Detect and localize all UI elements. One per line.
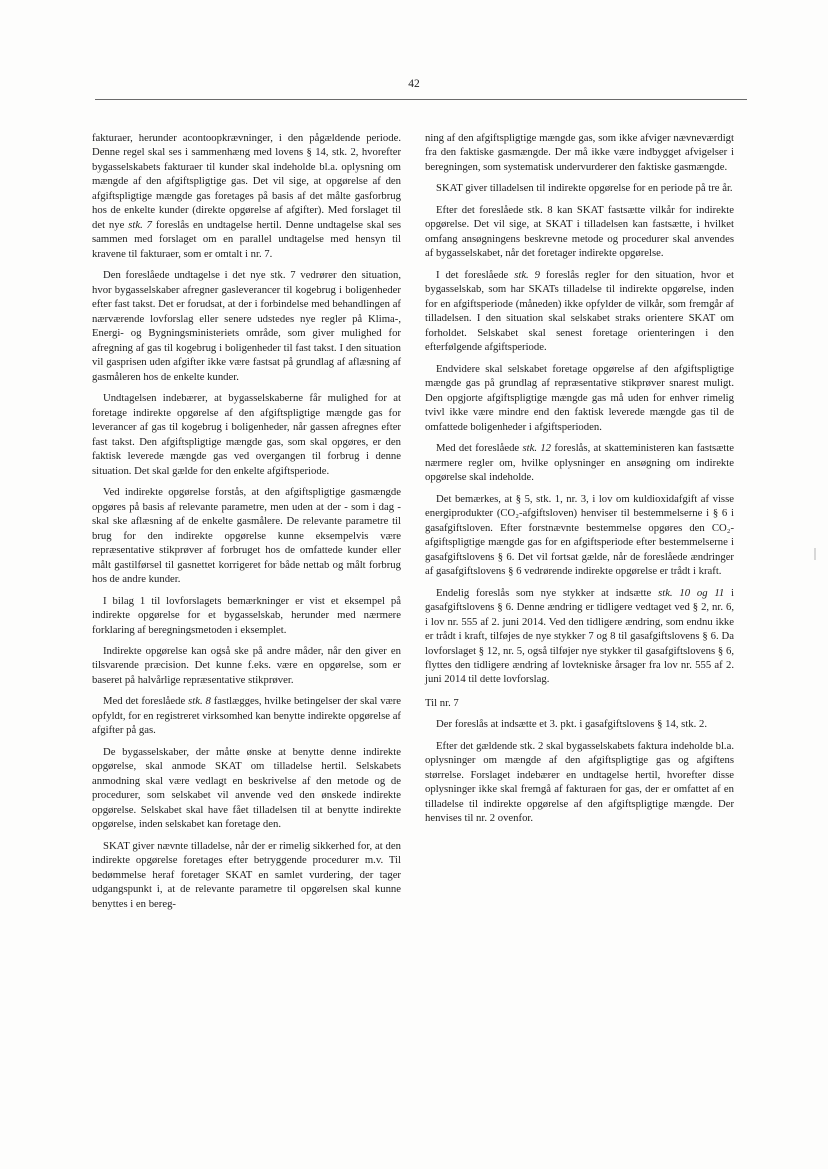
paragraph: Ved indirekte opgørelse forstås, at den afgiftspligtige gasmængde opgøres på basis af relevante parametre, men uden at der - som i dag - skal ske aflæsning af de enkelte gasmålere. De relevante parametre til brug for den indirekte opgørelse kunne eksempelvis være repræsentative stikprøver af forbruget hos de omfattede kunder eller målt gastilførsel til gasnettet korrigeret for både nettab og målt forbrug hos de andre kunder.	[92, 486, 401, 586]
left-column	[92, 131, 401, 918]
paragraph: Med det foreslåede stk. 8 fastlægges, hvilke betingelser der skal være opfyldt, for en registreret virksomhed kan benytte indirekte opgørelse af afgifter på gas.	[92, 695, 402, 737]
paragraph: I bilag 1 til lovforslagets bemærkninger er vist et eksempel på indirekte opgørelse for et bygasselskab, herunder med nærmere forklaring af beregningsmetoden i eksemplet.	[92, 594, 401, 636]
paragraph: Den foreslåede undtagelse i det nye stk. 7 vedrører den situation, hvor bygasselskaber afregner gasleverancer til kogebrug i boligenheder efter fast takst. Det er forudsat, at der i forbindelse med behandlingen af nærværende lovforslag eller senere udstedes nye regler på Klima-, Energi- og Bygningsministeriets område, som giver mulighed for afregning af gas til kogebrug i boligenheder til fast takst. I den situation vil gasprisen uden afgifter ikke være fastsat på grundlag af aflæsning af gasmåleren hos de enkelte kunder.	[92, 269, 401, 383]
page-number: 42	[408, 78, 420, 90]
paragraph: Indirekte opgørelse kan også ske på andre måder, når den giver en tilsvarende præcision. Det kunne f.eks. være en opgørelse, som er baseret på halvårlige repræsentative stikprøver.	[92, 644, 401, 686]
paragraph: ning af den afgiftspligtige mængde gas, som ikke afviger nævneværdigt fra den faktiske gasmængde. Der må ikke være indbygget afvigelser i beregningen, som systematisk undervurderer den faktiske gasmængde.	[425, 132, 734, 173]
paragraph: SKAT giver tilladelsen til indirekte opgørelse for en periode på tre år.	[436, 182, 733, 195]
paragraph: Efter det gældende stk. 2 skal bygasselskabets faktura indeholde bl.a. oplysninger om mængde af den afgiftspligtige gas og afgiftens størrelse. Forslaget indebærer en undtagelse hertil, hvorefter disse oplysninger ikke skal fremgå af fakturaen for gas, der er omfattet af en tilladelse til indirekte opgørelse af den afgiftspligtige mængde. Der henvises til nr. 2 ovenfor.	[425, 739, 734, 825]
paragraph: Endvidere skal selskabet foretage opgørelse af den afgiftspligtige mængde gas på grundlag af repræsentative stikprøver snarest muligt. Den opgjorte afgiftspligtige mængde gas må uden for enhver rimelig tvivl ikke være mindre end den faktisk leverede mængde gas til de omfattede boligenheder i afgiftsperioden.	[425, 362, 734, 433]
scan-artifact	[814, 548, 816, 560]
header-rule	[95, 99, 747, 100]
paragraph: I det foreslåede stk. 9 foreslås regler for den situation, hvor et bygasselskab, som har SKATs tilladelse til indirekte opgørelse, inden for en afgiftsperiode (måneden) ikke opfylder de vilkår, som fremgår af tilladelsen. I den situation skal selskabet straks orientere SKAT om forholdet. Selskabet skal senest foretage orienteringen i den efterfølgende afgiftsperiode.	[425, 268, 735, 354]
right-column	[425, 131, 734, 833]
paragraph: Der foreslås at indsætte et 3. pkt. i gasafgiftslovens § 14, stk. 2.	[436, 718, 708, 731]
paragraph: Undtagelsen indebærer, at bygasselskaberne får mulighed for at foretage indirekte opgørelse af den afgiftspligtige mængde gas for leverancer af gas til kogebrug i boligenheder, når gassen afregnes efter fast takst. Den afgiftspligtige mængde gas, som skal opgøres, er den faktisk leverede mængde gas ved overgangen til forbrug i denne situation. Det skal gælde for den enkelte afgiftsperiode.	[92, 392, 401, 477]
paragraph: Endelig foreslås som nye stykker at indsætte stk. 10 og 11 i gasafgiftslovens § 6. Denne ændring er tidligere vedtaget ved § 2, nr. 6, i lov nr. 555 af 2. juni 2014. Ved den tidligere ændring, som endnu ikke er trådt i kraft, tilføjes de nye stykker 7 og 8 til gasafgiftslovens § 6. Da lovforslaget § 12, nr. 5, også tilføjer nye stykker til gasafgiftslovens § 6, flyttes den tidligere ændring af lovtekniske årsager fra lov nr. 555 af 2. juni 2014 til dette lovforslag.	[425, 586, 735, 686]
paragraph: SKAT giver nævnte tilladelse, når der er rimelig sikkerhed for, at den indirekte opgørelse foretages efter betryggende procedurer m.v. Til bedømmelse heraf foretager SKAT en samlet vurdering, der tager udgangspunkt i, at de relevante parametre til opgørelsen skal kunne benyttes i en bereg-	[92, 839, 401, 910]
paragraph: Det bemærkes, at § 5, stk. 1, nr. 3, i lov om kuldioxidafgift af visse energiprodukter (CO₂-afgiftsloven) henviser til bestemmelserne i § 6 i gasafgiftsloven. Efter forstnævnte bestemmelse opgøres den CO₂-afgiftspligtige mængde gas for en afgiftsperiode efter bestemmelserne i gasafgiftslovens § 6. Det vil fortsat gælde, når de foreslåede ændringer af gasafgiftslovens § 6 vedrørende indirekte opgørelse er trådt i kraft.	[425, 492, 734, 578]
paragraph: Med det foreslåede stk. 12 foreslås, at skatteministeren kan fastsætte nærmere regler om, hvilke oplysninger en ansøgning om indirekte opgørelse skal indeholde.	[425, 442, 735, 484]
paragraph: De bygasselskaber, der måtte ønske at benytte denne indirekte opgørelse, skal anmode SKAT om tilladelse hertil. Selskabets anmodning skal være vedlagt en beskrivelse af den metode og de procedurer, som selskabet vil anvende ved den ønskede indirekte opgørelse. Selskabet skal have fået tilladelsen til at benytte indirekte opgørelse, inden selskabet kan foretage den.	[92, 745, 401, 831]
paragraph: fakturaer, herunder acontoopkrævninger, i den pågældende periode. Denne regel skal ses i sammenhæng med lovens § 14, stk. 2, hvorefter bygasselskabets fakturaer til kunder skal indeholde bl.a. oplysning om mængde af den afgiftspligtige gas. Det vil sige, at opgørelse af den afgiftspligtige mængde gas foretages på basis af det målte gasforbrug hos de enkelte kunder (direkte opgørelse af afgifter). Med forslaget til det nye stk. 7 foreslås en undtagelse hertil. Denne undtagelse skal ses sammen med forslaget om en parallel undtagelse med hensyn til kravene til fakturaer, som er omtalt i nr. 7.	[92, 132, 402, 260]
paragraph: Efter det foreslåede stk. 8 kan SKAT fastsætte vilkår for indirekte opgørelse. Det vil sige, at SKAT i tilladelsen kan fastsætte, i hvilket omfang ansøgningens beskrevne metode og procedurer skal anvendes af bygasselskabet, når det foretager indirekte opgørelse.	[425, 203, 734, 260]
section-heading: Til nr. 7	[425, 696, 459, 709]
